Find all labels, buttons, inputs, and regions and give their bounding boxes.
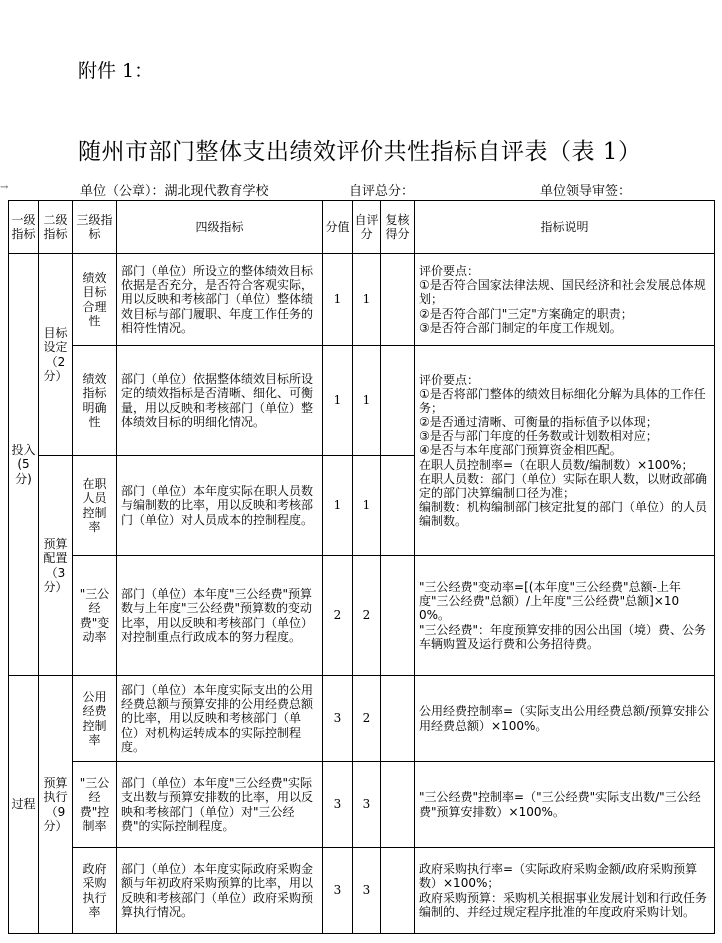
description-cell: 评价要点： ①是否将部门整体的绩效目标细化分解为具体的工作任务； ②是否通过清晰、可衡量的指标值予以体现； ③是否与部门年度的任务数或计划数相对应； ④是否与本年度部门预算资金相匹配。 在职人员控制率=（在职人员数/编制数）×100%； 在职人员数：部门（单位）实际在职人数，以财政部确定的部门决算编制口径为准； 编制数：机构编制部门核定批复的部门（单位）的人员编制数。 [415,346,715,556]
level3-cell: "三公经费"控制率 [73,762,117,848]
level3-cell: 绩效目标合理性 [73,254,117,346]
header-level1: 一级指标 [9,201,39,254]
score-cell: 3 [323,676,353,762]
level3-cell: 在职人员控制率 [73,456,117,556]
review-score-cell [381,848,415,934]
table-row [9,346,715,456]
review-score-cell [381,456,415,556]
level1-cell: 投入(5分) [9,254,39,676]
level3-cell: 绩效指标明确性 [73,346,117,456]
level4-cell: 部门（单位）本年度实际政府采购金额与年初政府采购预算的比率，用以反映和考核部门（单位）政府采购预算执行情况。 [117,848,323,934]
table-row [9,254,715,346]
table-row [9,848,715,934]
description-cell: 政府采购执行率=（实际政府采购金额/政府采购预算数）×100%； 政府采购预算：采购机关根据事业发展计划和行政任务编制的、并经过规定程序批准的年度政府采购计划。 [415,848,715,934]
table-row [9,556,715,676]
review-score-cell [381,254,415,346]
level3-cell: 公用经费控制率 [73,676,117,762]
margin-arrow-mark: → [0,182,9,193]
description-cell: "三公经费"变动率=[(本年度"三公经费"总额-上年度"三公经费"总额）/上年度"三公经费"总额]×100%。 "三公经费"：年度预算安排的因公出国（境）费、公务车辆购置及运行费和公务招待费。 [415,556,715,676]
review-score-cell [381,346,415,456]
self-score-cell: 1 [353,346,381,456]
page-title: 随州市部门整体支出绩效评价共性指标自评表（表 1） [78,139,642,165]
level4-cell: 部门（单位）本年度实际支出的公用经费总额与预算安排的公用经费总额的比率，用以反映和考核部门（单位）对机构运转成本的实际控制程度。 [117,676,323,762]
header-score: 分值 [323,201,353,254]
level4-cell: 部门（单位）本年度"三公经费"预算数与上年度"三公经费"预算数的变动比率，用以反映和考核部门（单位）对控制重点行政成本的努力程度。 [117,556,323,676]
header-self-score: 自评分 [353,201,381,254]
leader-sign-label: 单位领导审签： [540,184,632,199]
description-cell: 评价要点： ①是否符合国家法律法规、国民经济和社会发展总体规划； ②是否符合部门"三定"方案确定的职责； ③是否符合部门制定的年度工作规划。 [415,254,715,346]
header-review-score: 复核得分 [381,201,415,254]
header-level4: 四级指标 [117,201,323,254]
table-row [9,676,715,762]
table-header-row [9,201,715,254]
header-level3: 三级指标 [73,201,117,254]
self-score-cell: 2 [353,676,381,762]
self-score-cell: 3 [353,848,381,934]
score-cell: 3 [323,848,353,934]
header-level2: 二级指标 [39,201,73,254]
self-score-cell: 2 [353,556,381,676]
score-cell: 1 [323,456,353,556]
score-cell: 3 [323,762,353,848]
attachment-label: 附件 1： [78,60,154,82]
header-description: 指标说明 [415,201,715,254]
level3-cell: 政府采购执行率 [73,848,117,934]
review-score-cell [381,762,415,848]
review-score-cell [381,676,415,762]
indicator-table [8,200,715,934]
self-score-cell: 3 [353,762,381,848]
level2-cell: 预算配置（3分） [39,456,73,676]
description-cell: "三公经费"控制率=（"三公经费"实际支出数/"三公经费"预算安排数）×100%。 [415,762,715,848]
level2-cell: 预算执行（9分） [39,676,73,934]
self-score-cell: 1 [353,254,381,346]
self-score-label: 自评总分： [349,184,415,199]
score-cell: 1 [323,254,353,346]
self-score-cell: 1 [353,456,381,556]
level1-cell: 过程 [9,676,39,934]
unit-label: 单位（公章）：湖北现代教育学校 [80,184,269,199]
description-cell: 公用经费控制率=（实际支出公用经费总额/预算安排公用经费总额）×100%。 [415,676,715,762]
score-cell: 2 [323,556,353,676]
level4-cell: 部门（单位）所设立的整体绩效目标依据是否充分，是否符合客观实际，用以反映和考核部门（单位）整体绩效目标与部门履职、年度工作任务的相符性情况。 [117,254,323,346]
score-cell: 1 [323,346,353,456]
table-row [9,762,715,848]
level3-cell: "三公经费"变动率 [73,556,117,676]
review-score-cell [381,556,415,676]
level4-cell: 部门（单位）本年度"三公经费"实际支出数与预算安排数的比率，用以反映和考核部门（单位）对"三公经费"的实际控制程度。 [117,762,323,848]
level4-cell: 部门（单位）依据整体绩效目标所设定的绩效指标是否清晰、细化、可衡量，用以反映和考核部门（单位）整体绩效目标的明细化情况。 [117,346,323,456]
level2-cell: 目标设定（2分） [39,254,73,456]
level4-cell: 部门（单位）本年度实际在职人员数与编制数的比率，用以反映和考核部门（单位）对人员成本的控制程度。 [117,456,323,556]
